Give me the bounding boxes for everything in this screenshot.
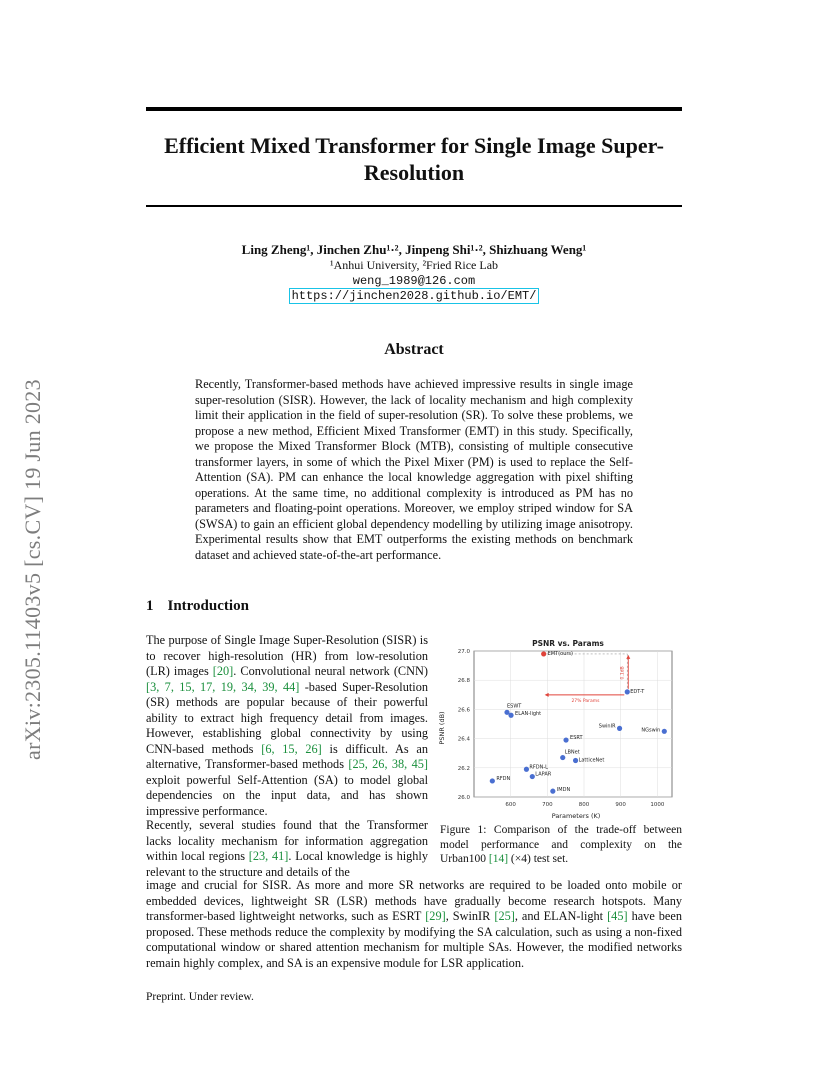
point-label: ESWT: [507, 703, 522, 710]
text-span: is difficult. As an alternative, Transformer-based methods: [146, 741, 429, 771]
y-tick-label: 26.2: [457, 765, 470, 772]
intro-paragraph-3: [146, 878, 682, 971]
citation-link[interactable]: [25]: [494, 909, 515, 923]
citation-link[interactable]: [29]: [425, 909, 446, 923]
data-point: [617, 726, 622, 731]
y-tick-label: 26.0: [457, 795, 470, 801]
data-point: [541, 651, 546, 656]
project-url[interactable]: [146, 289, 682, 303]
text-span: . Local knowledge is highly relevant to the structure and details of the: [146, 849, 429, 879]
text-span: The purpose of Single Image Super-Resolution (SISR) is to recover high-resolution (HR) from low-resolution (LR) images: [146, 633, 428, 678]
y-tick-label: 26.6: [457, 707, 470, 714]
x-tick-label: 700: [542, 802, 553, 808]
arxiv-identifier: arXiv:2305.11403v5 [cs.CV] 19 Jun 2023: [20, 379, 45, 760]
point-label: NGswin: [641, 727, 661, 734]
text-span: , and ELAN-light: [514, 909, 608, 923]
y-tick-label: 26.4: [457, 736, 470, 743]
title-rule: [146, 205, 682, 207]
point-label: SwinIR: [598, 723, 616, 730]
point-label: EDT-T: [630, 688, 645, 695]
citation-link[interactable]: [20]: [212, 664, 234, 678]
x-tick-label: 900: [615, 802, 626, 808]
x-tick-label: 1000: [650, 802, 665, 808]
data-point: [524, 767, 529, 772]
figure-caption: [440, 823, 682, 867]
text-span: , SwinIR: [445, 909, 495, 923]
text-span: exploit powerful Self-Attention (SA) to model global dependencies on the input data, and has shown impressive performance.: [146, 772, 428, 818]
intro-paragraph-1: [146, 633, 428, 819]
data-point: [662, 729, 667, 734]
project-url-link[interactable]: https://jinchen2028.github.io/EMT/: [289, 288, 540, 304]
author-email[interactable]: weng_1989@126.com: [352, 274, 476, 288]
section-title: Introduction: [167, 598, 249, 614]
x-axis-label: Parameters (K): [551, 812, 601, 820]
text-span: Recently, several studies found that the Transformer lacks locality mechanism for information aggregation within local regions: [146, 818, 428, 863]
x-tick-label: 600: [505, 802, 516, 808]
data-point: [530, 774, 535, 779]
data-point: [508, 713, 513, 718]
annotation-label: 0.1dB: [620, 666, 626, 680]
chart-plot-area: [458, 649, 672, 808]
data-point: [625, 689, 630, 694]
data-point: [573, 758, 578, 763]
top-rule: [146, 107, 682, 111]
author-list: Ling Zheng¹, Jinchen Zhu¹·², Jinpeng Shi¹·², Shizhuang Weng¹: [241, 242, 587, 257]
point-label: RFDN: [496, 775, 511, 782]
abstract-heading: Abstract: [384, 341, 444, 358]
citation-link[interactable]: [6, 15, 26]: [261, 741, 322, 756]
text-span: (×4) test set.: [508, 853, 569, 865]
data-point: [560, 755, 565, 760]
preprint-note: Preprint. Under review.: [146, 991, 254, 1003]
data-point: [550, 789, 555, 794]
citation-link[interactable]: [25, 26, 38, 45]: [348, 757, 428, 771]
point-label: RFDN-L: [529, 764, 548, 771]
text-span: Figure 1: Comparison of the trade-off between model performance and complexity on the Urban100: [440, 824, 682, 865]
point-label: ESRT: [570, 735, 583, 742]
point-label: LBNet: [564, 749, 580, 756]
y-axis-label: PSNR (dB): [438, 711, 446, 745]
psnr-vs-params-chart: [436, 636, 682, 822]
text-span: image and crucial for SISR. As more and more SR networks are required to be loaded onto mobile or embedded devices, lightweight SR (LSR) methods have gradually become research hotspots. Many transformer-based lightweight networks, such as ESRT: [146, 878, 682, 923]
chart-title: PSNR vs. Params: [532, 639, 604, 648]
text-span: . Convolutional neural network (CNN): [233, 664, 428, 678]
citation-link[interactable]: [3, 7, 15, 17, 19, 34, 39, 44]: [146, 679, 300, 694]
data-point: [490, 778, 495, 783]
paper-title: Efficient Mixed Transformer for Single Image Super-Resolution: [164, 133, 664, 185]
section-number: 1: [146, 598, 154, 614]
citation-link[interactable]: [14]: [488, 853, 509, 865]
point-label: ELAN-light: [515, 711, 542, 718]
citation-link[interactable]: [23, 41]: [248, 849, 289, 863]
text-span: have been proposed. These methods reduce the complexity by modifying the SA calculation, such as using a non-fixed computational window or shared attention mechanism for multiple SAs. However, the modified networks remain highly complex, and SA is an expensive module for LSR application.: [146, 909, 682, 970]
point-label: LatticeNet: [578, 757, 605, 764]
section-heading: [146, 598, 249, 615]
annotation-label: 27% Params: [571, 698, 600, 704]
y-tick-label: 26.8: [457, 678, 470, 685]
y-tick-label: 27.0: [457, 649, 470, 655]
point-label: EMT(ours): [547, 650, 573, 657]
x-tick-label: 800: [578, 802, 590, 808]
point-label: LAPAR: [535, 771, 552, 778]
citation-link[interactable]: [45]: [607, 909, 628, 923]
intro-paragraph-2: [146, 818, 428, 880]
point-label: IMDN: [556, 787, 571, 794]
data-point: [563, 737, 568, 742]
affiliations: ¹Anhui University, ²Fried Rice Lab: [329, 258, 499, 272]
text-span: -based Super-Resolution (SR) methods are popular because of their powerful ability to extract high frequency detail from images. However, establishing global connectivity by using CNN-based methods: [146, 679, 428, 756]
abstract-body: Recently, Transformer-based methods have achieved impressive results in single image super-resolution (SISR). However, the lack of locality mechanism and high complexity limit their application in the field of super-resolution (SR). To solve these problems, we propose a new method, Efficient Mixed Transformer (EMT) in this study. Specifically, we propose the Mixed Transformer Block (MTB), consisting of multiple consecutive transformer layers, in some of which the Pixel Mixer (PM) is used to replace the Self-Attention (SA). PM can enhance the local knowledge aggregation with pixel shifting operations. At the same time, no additional complexity is introduced as PM has no parameters and floating-point operations. Moreover, we employ striped window for SA (SWSA) to gain an efficient global dependency modelling by utilizing image anisotropy. Experimental results show that EMT outperforms the existing methods on benchmark dataset and achieved state-of-the-art performance.: [195, 377, 633, 562]
